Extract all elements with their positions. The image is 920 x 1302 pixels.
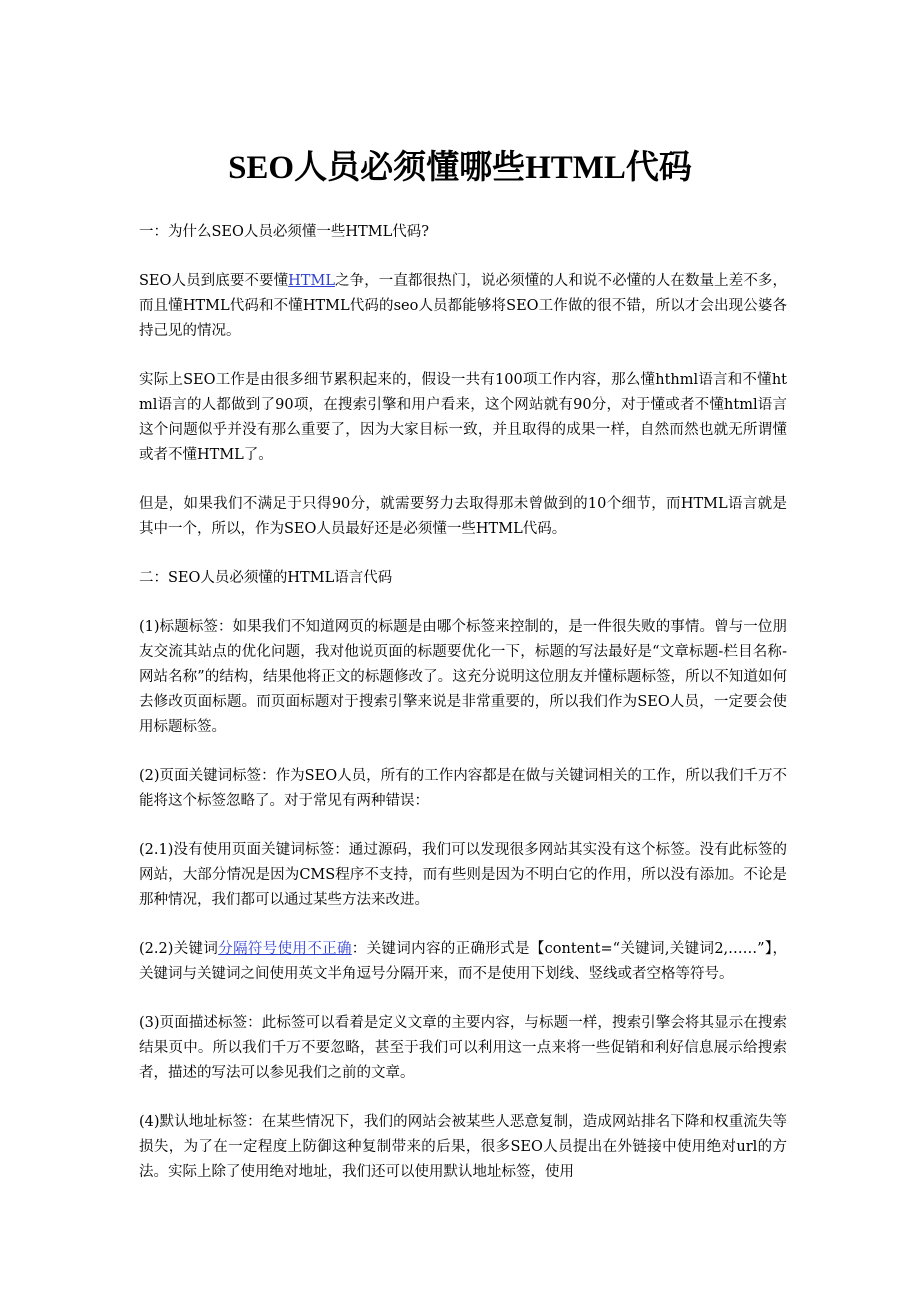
paragraph-base-tag: (4)默认地址标签：在某些情况下，我们的网站会被某些人恶意复制，造成网站排名下降和权重流失等损失，为了在一定程度上防御这种复制带来的后果，很多SEO人员提出在外链接中使用绝对url的方法。实际上除了使用绝对地址，我们还可以使用默认地址标签，使用: [139, 1114, 787, 1180]
paragraph-conclusion: 但是，如果我们不满足于只得90分，就需要努力去取得那未曾做到的10个细节，而HTML语言就是其中一个，所以，作为SEO人员最好还是必须懂一些HTML代码。: [139, 496, 787, 537]
paragraph-details: 实际上SEO工作是由很多细节累积起来的，假设一共有100项工作内容，那么懂hthml语言和不懂html语言的人都做到了90项，在搜索引擎和用户看来，这个网站就有90分，对于懂或者不懂html语言这个问题似乎并没有那么重要了，因为大家目标一致，并且取得的成果一样，自然而然也就无所谓懂或者不懂HTML了。: [139, 372, 787, 463]
paragraph-intro: [139, 269, 787, 344]
paragraph-text: ：关键词内容的正确形式是【content=“关键词,关键词2,……”】，关键词与关键词之间使用英文半角逗号分隔开来，而不是使用下划线、竖线或者空格等符号。: [139, 941, 787, 982]
paragraph-keyword-separator: [139, 937, 787, 987]
paragraph-missing-keywords: (2.1)没有使用页面关键词标签：通过源码，我们可以发现很多网站其实没有这个标签。没有此标签的网站，大部分情况是因为CMS程序不支持，而有些则是因为不明白它的作用，所以没有添加。不论是那种情况，我们都可以通过某些方法来改进。: [139, 842, 787, 908]
separator-link[interactable]: 分隔符号使用不正确: [218, 941, 352, 957]
paragraph-keywords-tag: (2)页面关键词标签：作为SEO人员，所有的工作内容都是在做与关键词相关的工作，所以我们千万不能将这个标签忽略了。对于常见有两种错误：: [139, 768, 787, 809]
html-link[interactable]: HTML: [288, 273, 335, 289]
paragraph-text: 之争，一直都很热门，说必须懂的人和说不必懂的人在数量上差不多，而且懂HTML代码和不懂HTML代码的seo人员都能够将SEO工作做的很不错，所以才会出现公婆各持己见的情况。: [139, 273, 788, 339]
paragraph-title-tag: (1)标题标签：如果我们不知道网页的标题是由哪个标签来控制的，是一件很失败的事情。曾与一位朋友交流其站点的优化问题，我对他说页面的标题要优化一下，标题的写法最好是“文章标题-栏目名称-网站名称”的结构，结果他将正文的标题修改了。这充分说明这位朋友并懂标题标签，所以不知道如何去修改页面标题。而页面标题对于搜索引擎来说是非常重要的，所以我们作为SEO人员，一定要会使用标题标签。: [139, 619, 787, 735]
paragraph-text: SEO人员到底要不要懂: [139, 273, 289, 289]
page-title: SEO人员必须懂哪些HTML代码: [228, 150, 692, 186]
paragraph-text: (2.2)关键词: [139, 941, 219, 957]
paragraph-description-tag: (3)页面描述标签：此标签可以看着是定义文章的主要内容，与标题一样，搜索引擎会将其显示在搜索结果页中。所以我们千万不要忽略，甚至于我们可以利用这一点来将一些促销和利好信息展示给搜索者，描述的写法可以参见我们之前的文章。: [139, 1015, 787, 1081]
section-heading-2: 二：SEO人员必须懂的HTML语言代码: [139, 570, 393, 586]
article-body: [139, 220, 787, 1209]
section-heading-1: 一：为什么SEO人员必须懂一些HTML代码?: [139, 224, 429, 240]
